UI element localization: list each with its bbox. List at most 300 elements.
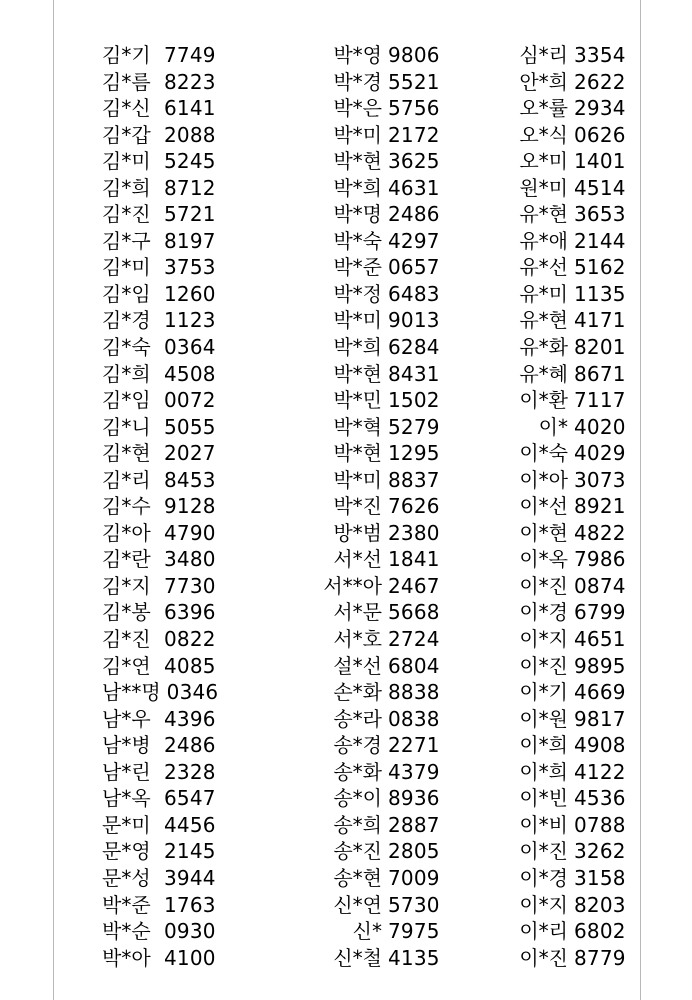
entry-name: 유*혜 [519, 361, 568, 386]
entry-name: 이*진 [519, 839, 568, 864]
entry-name: 이*아 [519, 467, 568, 492]
entry-name: 이*원 [519, 706, 568, 731]
entry-name: 박*은 [333, 96, 382, 121]
list-item [464, 838, 636, 865]
entry-name: 이*옥 [519, 547, 568, 572]
entry-name: 박*현 [333, 441, 382, 466]
list-item [276, 254, 450, 281]
entry-number: 0626 [574, 122, 626, 147]
list-item [276, 573, 450, 600]
entry-number: 4908 [574, 733, 626, 758]
entry-number: 3653 [574, 202, 626, 227]
entry-name: 박*정 [333, 281, 382, 306]
list-item [276, 493, 450, 520]
entry-name: 이*지 [519, 892, 568, 917]
document-page [53, 0, 641, 1000]
entry-number: 0364 [164, 335, 216, 360]
entry-name: 남*린 [102, 759, 151, 784]
list-item [102, 546, 229, 573]
list-item [464, 520, 636, 547]
entry-number: 8671 [574, 361, 626, 386]
entry-name: 이*경 [519, 600, 568, 625]
list-item [464, 732, 636, 759]
entry-name: 김*갑 [102, 122, 151, 147]
entry-name: 이*진 [519, 653, 568, 678]
entry-number: 8838 [388, 680, 440, 705]
list-item [102, 653, 229, 680]
entry-number: 2486 [164, 733, 216, 758]
list-item [276, 334, 450, 361]
list-item [464, 918, 636, 945]
list-item [464, 122, 636, 149]
list-item [464, 626, 636, 653]
entry-name: 김*진 [102, 202, 151, 227]
entry-number: 4631 [388, 175, 440, 200]
entry-name: 김*기 [102, 43, 151, 67]
entry-number: 7730 [164, 573, 216, 598]
list-item [102, 812, 229, 839]
entry-name: 송*현 [333, 865, 382, 890]
list-item [276, 812, 450, 839]
entry-name: 이*비 [519, 812, 568, 837]
entry-number: 6396 [164, 600, 216, 625]
list-item [464, 387, 636, 414]
list-item [276, 706, 450, 733]
entry-name: 송*진 [333, 839, 382, 864]
entry-number: 1763 [164, 892, 216, 917]
list-item [276, 414, 450, 441]
entry-number: 9013 [388, 308, 440, 333]
entry-number: 0657 [388, 255, 440, 280]
entry-number: 9128 [164, 494, 216, 519]
entry-name: 박*순 [102, 919, 151, 944]
entry-name: 송*경 [333, 733, 382, 758]
entry-name: 김*란 [102, 547, 151, 572]
list-item [464, 334, 636, 361]
entry-name: 문*미 [102, 812, 151, 837]
list-item [464, 945, 636, 972]
entry-number: 4790 [164, 520, 216, 545]
entry-number: 0930 [164, 919, 216, 944]
entry-name: 김*리 [102, 467, 151, 492]
list-item [276, 148, 450, 175]
list-item [102, 228, 229, 255]
list-item [102, 520, 229, 547]
list-item [276, 122, 450, 149]
entry-name: 김*미 [102, 149, 151, 174]
list-item [102, 679, 229, 706]
list-item [102, 945, 229, 972]
entry-number: 2271 [388, 733, 440, 758]
entry-number: 4651 [574, 627, 626, 652]
entry-number: 0822 [164, 627, 216, 652]
entry-number: 8203 [574, 892, 626, 917]
entry-name: 유*현 [519, 308, 568, 333]
list-item [464, 573, 636, 600]
entry-number: 0346 [166, 680, 219, 705]
entry-name: 박*현 [333, 361, 382, 386]
list-item [464, 361, 636, 388]
entry-name: 박*미 [333, 122, 382, 147]
list-item [464, 175, 636, 202]
list-item [464, 865, 636, 892]
entry-number: 5756 [388, 96, 440, 121]
entry-name: 박*미 [333, 467, 382, 492]
entry-number: 8779 [574, 945, 626, 970]
entry-name: 남*우 [102, 706, 151, 731]
entry-name: 남*옥 [102, 786, 151, 811]
entry-name: 박*숙 [333, 228, 382, 253]
list-item [102, 918, 229, 945]
list-item [464, 493, 636, 520]
entry-number: 2467 [388, 573, 440, 598]
entry-number: 3625 [388, 149, 440, 174]
list-item [276, 653, 450, 680]
entry-name: 신* [352, 919, 382, 944]
list-item [102, 69, 229, 96]
entry-number: 2887 [388, 812, 440, 837]
entry-number: 9817 [574, 706, 626, 731]
list-item [464, 653, 636, 680]
entry-name: 방*범 [333, 520, 382, 545]
entry-name: 이*경 [519, 865, 568, 890]
entry-number: 5162 [574, 255, 626, 280]
entry-name: 신*철 [333, 945, 382, 970]
list-item [276, 95, 450, 122]
list-item [276, 520, 450, 547]
list-item [276, 307, 450, 334]
list-item [102, 626, 229, 653]
entry-number: 7975 [388, 919, 440, 944]
list-item [102, 493, 229, 520]
entry-number: 3354 [574, 43, 626, 67]
entry-name: 박*경 [333, 69, 382, 94]
entry-name: 김*경 [102, 308, 151, 333]
entry-number: 4135 [388, 945, 440, 970]
entry-number: 5521 [388, 69, 440, 94]
entry-name: 유*미 [519, 281, 568, 306]
entry-number: 8201 [574, 335, 626, 360]
entry-name: 이*지 [519, 627, 568, 652]
entry-number: 8837 [388, 467, 440, 492]
list-item [276, 626, 450, 653]
entry-name: 김*신 [102, 96, 151, 121]
entry-name: 이*빈 [519, 786, 568, 811]
entry-number: 3262 [574, 839, 626, 864]
entry-number: 2934 [574, 96, 626, 121]
entry-name: 유*현 [519, 202, 568, 227]
entry-name: 서*호 [333, 627, 382, 652]
entry-name: 김*임 [102, 281, 151, 306]
entry-name: 송*라 [333, 706, 382, 731]
entry-name: 서**아 [323, 573, 382, 598]
entry-number: 4171 [574, 308, 626, 333]
entry-name: 손*화 [333, 680, 382, 705]
entry-name: 원*미 [519, 175, 568, 200]
entry-name: 김*연 [102, 653, 151, 678]
entry-number: 6483 [388, 281, 440, 306]
entry-name: 이*리 [519, 919, 568, 944]
entry-name: 김*진 [102, 627, 151, 652]
entry-name: 김*현 [102, 441, 151, 466]
entry-name: 이*환 [519, 388, 568, 413]
list-item [464, 546, 636, 573]
entry-name: 박*준 [102, 892, 151, 917]
entry-number: 7117 [574, 388, 626, 413]
entry-name: 유*화 [519, 335, 568, 360]
entry-name: 문*영 [102, 839, 151, 864]
list-item [102, 414, 229, 441]
list-item [464, 679, 636, 706]
entry-number: 6802 [574, 919, 626, 944]
entry-name: 송*이 [333, 786, 382, 811]
entry-name: 남**명 [102, 680, 161, 705]
list-item [276, 387, 450, 414]
entry-number: 1295 [388, 441, 440, 466]
name-column-3 [464, 42, 636, 971]
entry-name: 박*명 [333, 202, 382, 227]
name-column-2 [276, 42, 450, 971]
list-item [276, 838, 450, 865]
entry-number: 6284 [388, 335, 440, 360]
entry-number: 6141 [164, 96, 216, 121]
entry-name: 박*준 [333, 255, 382, 280]
list-item [276, 599, 450, 626]
entry-number: 4100 [164, 945, 216, 970]
list-item [464, 95, 636, 122]
list-item [464, 414, 636, 441]
entry-number: 5730 [388, 892, 440, 917]
list-item [276, 892, 450, 919]
entry-number: 4085 [164, 653, 216, 678]
list-item [276, 945, 450, 972]
entry-number: 4122 [574, 759, 626, 784]
list-item [276, 785, 450, 812]
list-item [276, 732, 450, 759]
entry-name: 김*아 [102, 520, 151, 545]
entry-name: 김*지 [102, 573, 151, 598]
list-item [102, 865, 229, 892]
entry-number: 9895 [574, 653, 626, 678]
list-item [102, 706, 229, 733]
entry-number: 4822 [574, 520, 626, 545]
list-item [464, 467, 636, 494]
list-item [276, 228, 450, 255]
entry-number: 2622 [574, 69, 626, 94]
entry-number: 4508 [164, 361, 216, 386]
entry-name: 김*숙 [102, 335, 151, 360]
entry-name: 김*미 [102, 255, 151, 280]
entry-number: 8431 [388, 361, 440, 386]
entry-number: 1401 [574, 149, 626, 174]
entry-name: 오*식 [519, 122, 568, 147]
entry-number: 4297 [388, 228, 440, 253]
list-item [276, 759, 450, 786]
entry-number: 4669 [574, 680, 626, 705]
entry-number: 8453 [164, 467, 216, 492]
entry-number: 1135 [574, 281, 626, 306]
entry-number: 3944 [164, 865, 216, 890]
list-item [276, 175, 450, 202]
entry-number: 8712 [164, 175, 216, 200]
entry-number: 1123 [164, 308, 216, 333]
entry-name: 박*현 [333, 149, 382, 174]
entry-name: 박*영 [333, 43, 382, 67]
entry-name: 이*희 [519, 759, 568, 784]
entry-name: 박*희 [333, 175, 382, 200]
entry-name: 유*선 [519, 255, 568, 280]
entry-number: 2328 [164, 759, 216, 784]
list-item [276, 918, 450, 945]
entry-name: 이*희 [519, 733, 568, 758]
entry-number: 3480 [164, 547, 216, 572]
entry-number: 1841 [388, 547, 440, 572]
list-item [464, 599, 636, 626]
entry-number: 9806 [388, 43, 440, 67]
entry-number: 5055 [164, 414, 216, 439]
entry-number: 7986 [574, 547, 626, 572]
list-item [464, 42, 636, 69]
list-item [464, 148, 636, 175]
list-item [102, 440, 229, 467]
entry-number: 5721 [164, 202, 216, 227]
entry-name: 이*현 [519, 520, 568, 545]
entry-number: 6799 [574, 600, 626, 625]
list-item [102, 892, 229, 919]
entry-name: 심*리 [519, 43, 568, 67]
entry-name: 문*성 [102, 865, 151, 890]
entry-number: 3073 [574, 467, 626, 492]
entry-number: 5668 [388, 600, 440, 625]
entry-number: 0838 [388, 706, 440, 731]
entry-number: 1502 [388, 388, 440, 413]
entry-number: 2088 [164, 122, 216, 147]
list-item [102, 387, 229, 414]
list-item [464, 785, 636, 812]
entry-name: 박*혁 [333, 414, 382, 439]
entry-number: 0788 [574, 812, 626, 837]
list-item [102, 759, 229, 786]
entry-number: 5279 [388, 414, 440, 439]
list-item [102, 42, 229, 69]
entry-name: 김*임 [102, 388, 151, 413]
entry-number: 4029 [574, 441, 626, 466]
list-item [276, 679, 450, 706]
entry-number: 4536 [574, 786, 626, 811]
list-item [464, 228, 636, 255]
list-item [102, 573, 229, 600]
entry-name: 신*연 [333, 892, 382, 917]
entry-number: 7009 [388, 865, 440, 890]
entry-number: 4020 [574, 414, 626, 439]
name-column-1 [102, 42, 229, 971]
list-item [276, 42, 450, 69]
list-item [276, 467, 450, 494]
list-item [276, 201, 450, 228]
entry-number: 4379 [388, 759, 440, 784]
list-item [464, 812, 636, 839]
entry-name: 이*숙 [519, 441, 568, 466]
list-item [464, 281, 636, 308]
entry-number: 0874 [574, 573, 626, 598]
entry-name: 박*미 [333, 308, 382, 333]
entry-number: 1260 [164, 281, 216, 306]
list-item [102, 201, 229, 228]
entry-number: 2724 [388, 627, 440, 652]
list-item [276, 69, 450, 96]
entry-number: 4514 [574, 175, 626, 200]
entry-number: 8921 [574, 494, 626, 519]
list-item [102, 467, 229, 494]
entry-number: 2172 [388, 122, 440, 147]
list-item [464, 706, 636, 733]
entry-name: 김*희 [102, 175, 151, 200]
entry-name: 박*진 [333, 494, 382, 519]
entry-name: 이*진 [519, 573, 568, 598]
list-item [276, 865, 450, 892]
list-item [102, 122, 229, 149]
entry-name: 김*봉 [102, 600, 151, 625]
list-item [464, 254, 636, 281]
list-item [464, 440, 636, 467]
list-item [464, 307, 636, 334]
list-item [102, 175, 229, 202]
entry-name: 안*희 [519, 69, 568, 94]
entry-name: 이*선 [519, 494, 568, 519]
list-item [102, 599, 229, 626]
entry-name: 이*기 [519, 680, 568, 705]
entry-number: 2486 [388, 202, 440, 227]
entry-name: 송*희 [333, 812, 382, 837]
entry-number: 8223 [164, 69, 216, 94]
list-item [276, 281, 450, 308]
entry-number: 2145 [164, 839, 216, 864]
entry-name: 박*아 [102, 945, 151, 970]
entry-number: 5245 [164, 149, 216, 174]
entry-name: 김*수 [102, 494, 151, 519]
entry-number: 6547 [164, 786, 216, 811]
list-item [102, 148, 229, 175]
entry-name: 서*선 [333, 547, 382, 572]
list-item [464, 892, 636, 919]
entry-name: 김*구 [102, 228, 151, 253]
entry-name: 송*화 [333, 759, 382, 784]
list-item [102, 334, 229, 361]
list-item [276, 546, 450, 573]
list-item [276, 361, 450, 388]
list-item [102, 785, 229, 812]
list-item [464, 69, 636, 96]
entry-number: 8936 [388, 786, 440, 811]
entry-number: 2144 [574, 228, 626, 253]
entry-name: 오*미 [519, 149, 568, 174]
entry-number: 6804 [388, 653, 440, 678]
entry-number: 2380 [388, 520, 440, 545]
entry-name: 김*희 [102, 361, 151, 386]
entry-name: 오*률 [519, 96, 568, 121]
entry-name: 이*진 [519, 945, 568, 970]
entry-name: 유*애 [519, 228, 568, 253]
entry-number: 7626 [388, 494, 440, 519]
entry-name: 설*선 [333, 653, 382, 678]
list-item [102, 95, 229, 122]
entry-number: 2027 [164, 441, 216, 466]
list-item [464, 759, 636, 786]
entry-name: 서*문 [333, 600, 382, 625]
list-item [102, 281, 229, 308]
entry-name: 박*희 [333, 335, 382, 360]
list-item [276, 440, 450, 467]
